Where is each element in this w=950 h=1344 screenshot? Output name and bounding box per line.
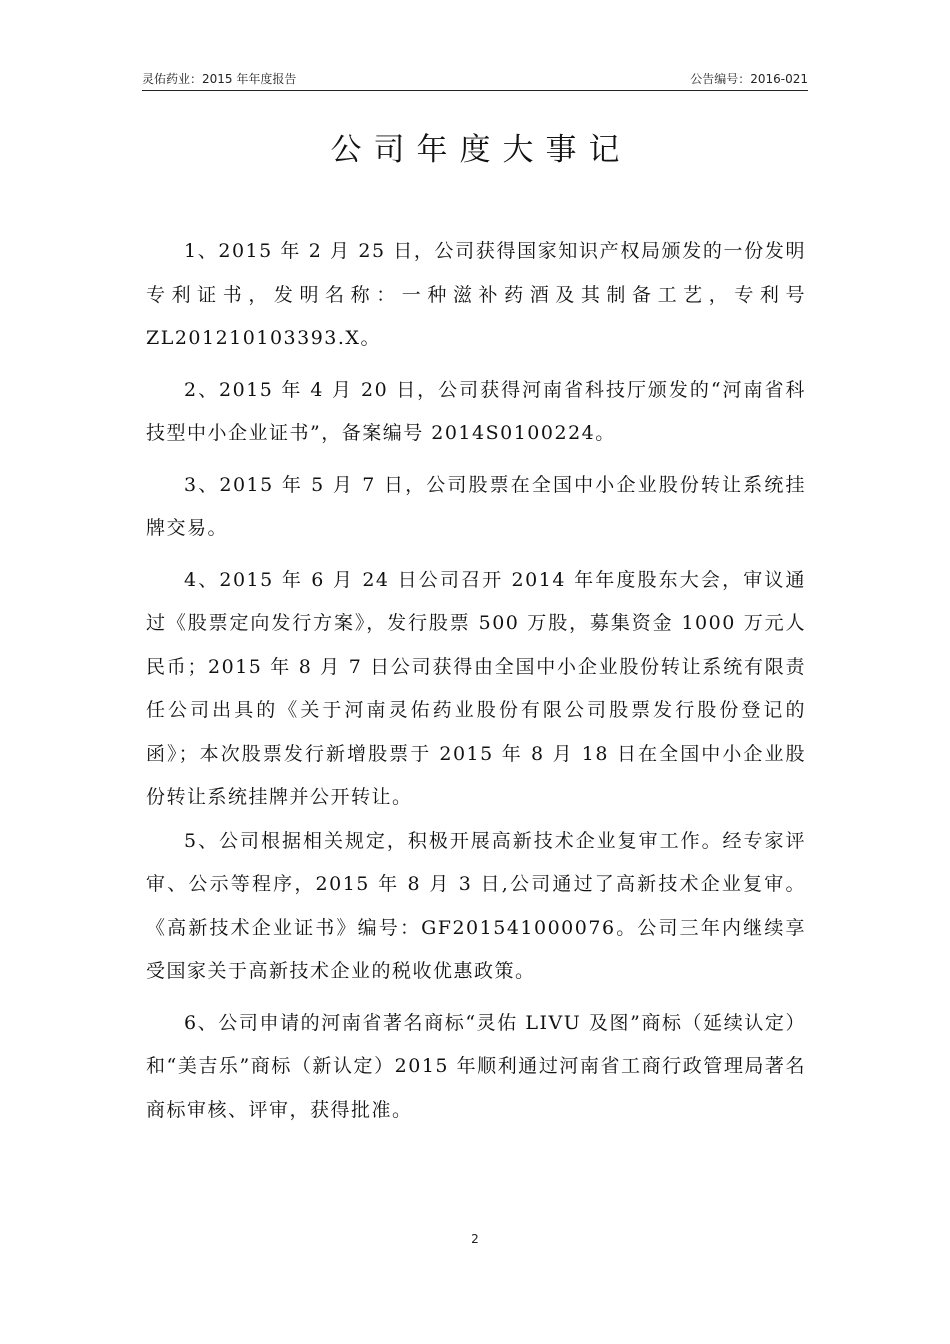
page-title: 公司年度大事记: [330, 132, 632, 168]
events-list: [146, 230, 806, 1132]
event-item-4: 4、2015 年 6 月 24 日公司召开 2014 年年度股东大会，审议通过《股票定向发行方案》，发行股票 500 万股，募集资金 1000 万元人民币；2015 年 8 月 7 日公司获得由全国中小企业股份转让系统有限责任公司出具的《关于河南灵佑药业股份有限公司股票发行股份登记的函》；本次股票发行新增股票于 2015 年 8 月 18 日在全国中小企业股份转让系统挂牌并公开转让。: [146, 568, 806, 808]
page-header: [142, 68, 808, 91]
header-report-title: 灵佑药业：2015 年年度报告: [142, 72, 297, 86]
event-item-1: 1、2015 年 2 月 25 日，公司获得国家知识产权局颁发的一份发明专利证书，发明名称：一种滋补药酒及其制备工艺，专利号ZL201210103393.X。: [146, 240, 806, 349]
header-announcement-number: 公告编号：2016-021: [690, 72, 808, 86]
page-number: 2: [471, 1232, 479, 1246]
event-item-3: 3、2015 年 5 月 7 日，公司股票在全国中小企业股份转让系统挂牌交易。: [146, 473, 806, 539]
event-item-5: 5、公司根据相关规定，积极开展高新技术企业复审工作。经专家评审、公示等程序，2015 年 8 月 3 日,公司通过了高新技术企业复审。《高新技术企业证书》编号：GF201541000076。公司三年内继续享受国家关于高新技术企业的税收优惠政策。: [146, 829, 806, 982]
event-item-6: 6、公司申请的河南省著名商标“灵佑 LIVU 及图”商标（延续认定）和“美吉乐”商标（新认定）2015 年顺利通过河南省工商行政管理局著名商标审核、评审，获得批准。: [146, 1011, 806, 1121]
event-item-2: 2、2015 年 4 月 20 日，公司获得河南省科技厅颁发的“河南省科技型中小企业证书”，备案编号 2014S0100224。: [146, 378, 806, 444]
